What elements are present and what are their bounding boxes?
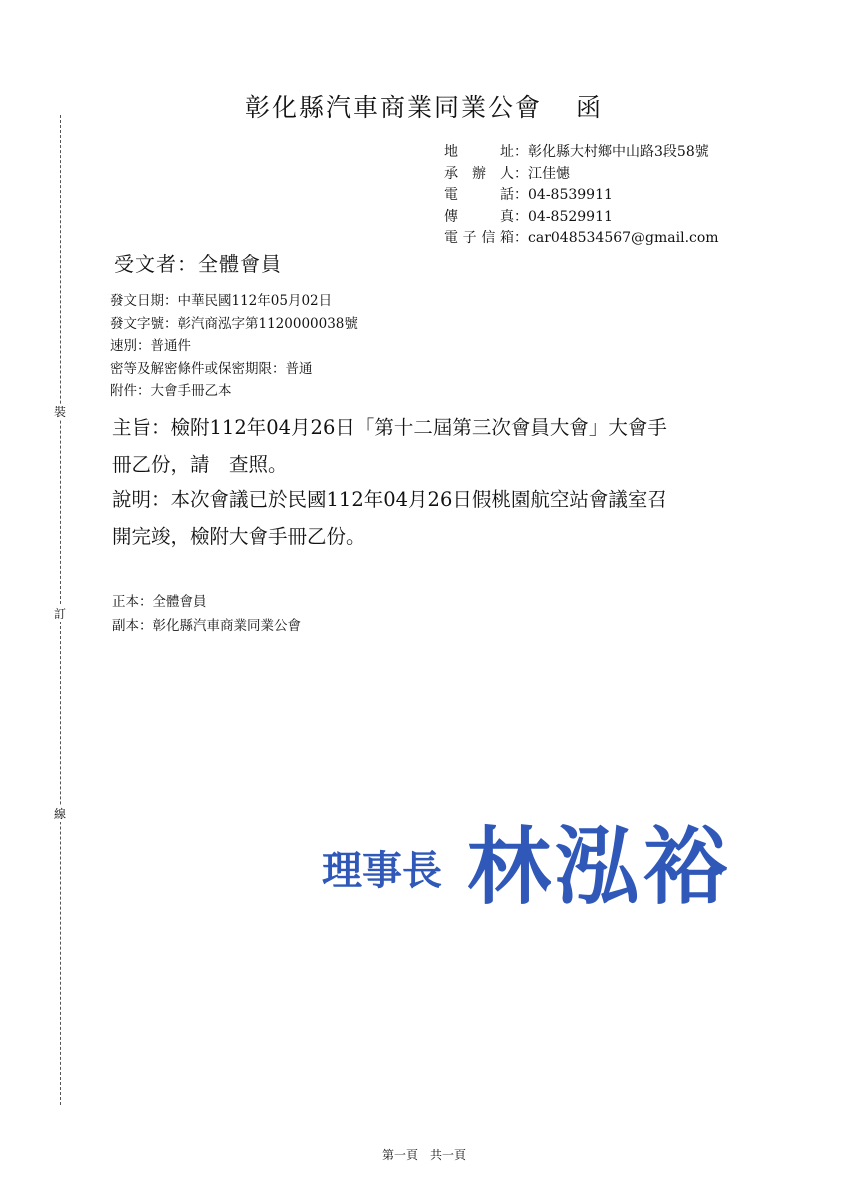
explanation-line-1: 本次會議已於民國112年04月26日假桃園航空站會議室召 — [170, 488, 667, 511]
page-number: 第一頁 — [381, 1148, 418, 1162]
contact-handler — [444, 164, 719, 186]
contact-sep: ： — [514, 165, 528, 182]
document-body — [112, 410, 792, 554]
chairman-signature-stamp — [322, 818, 742, 913]
contact-label: 地址 — [444, 144, 514, 160]
meta-block — [110, 290, 358, 403]
contact-fax — [444, 207, 719, 229]
explanation-paragraph — [112, 482, 792, 554]
contact-sep: ： — [514, 230, 528, 246]
contact-label: 電子信箱 — [444, 230, 514, 246]
issue-number: 發文字號：彰汽商泓字第1120000038號 — [110, 315, 358, 332]
document-title — [0, 88, 848, 124]
contact-sep: ： — [514, 208, 528, 225]
original-copy: 正本：全體會員 — [112, 594, 207, 610]
contact-email — [444, 228, 719, 250]
binding-mark-zhuang: 裝 — [53, 405, 66, 419]
title-suffix: 函 — [576, 93, 604, 122]
signature-title: 理事長 — [322, 847, 442, 894]
contact-label: 傳真 — [444, 208, 514, 225]
contact-value: 04-8529911 — [528, 208, 613, 225]
binding-mark-ding: 訂 — [53, 607, 66, 621]
explanation-line-2: 開完竣，檢附大會手冊乙份。 — [112, 525, 366, 548]
contact-value: 彰化縣大村鄉中山路3段58號 — [528, 144, 709, 160]
subject-heading: 主旨： — [112, 416, 171, 439]
contact-sep: ： — [514, 144, 528, 160]
contact-sep: ： — [514, 187, 528, 203]
explanation-heading: 說明： — [112, 488, 171, 511]
contact-value: 04-8539911 — [528, 187, 613, 203]
recipient: 受文者：全體會員 — [114, 252, 282, 276]
speed-class: 速別：普通件 — [110, 338, 191, 354]
contact-label: 承辦人 — [444, 165, 514, 182]
page-footer — [0, 1146, 848, 1163]
contact-label: 電話 — [444, 187, 514, 203]
contact-phone — [444, 185, 719, 207]
contact-block — [444, 142, 719, 250]
copies-block — [112, 590, 301, 638]
subject-line-1: 檢附112年04月26日「第十二屆第三次會員大會」大會手 — [170, 416, 667, 439]
issue-date: 發文日期：中華民國112年05月02日 — [110, 293, 333, 309]
attachment: 附件：大會手冊乙本 — [110, 383, 232, 399]
duplicate-copy: 副本：彰化縣汽車商業同業公會 — [112, 618, 301, 634]
signature-name: 林泓裕 — [467, 818, 732, 913]
subject-line-2: 冊乙份，請 查照。 — [112, 453, 288, 476]
subject-paragraph — [112, 410, 792, 482]
confidentiality: 密等及解密條件或保密期限：普通 — [110, 360, 313, 377]
contact-value: 江佳憓 — [528, 165, 570, 182]
binding-mark-xian: 線 — [53, 807, 66, 821]
title-org: 彰化縣汽車商業同業公會 — [244, 93, 542, 122]
contact-value: car048534567@gmail.com — [528, 230, 719, 246]
contact-address — [444, 142, 719, 164]
page-total: 共一頁 — [430, 1148, 467, 1162]
